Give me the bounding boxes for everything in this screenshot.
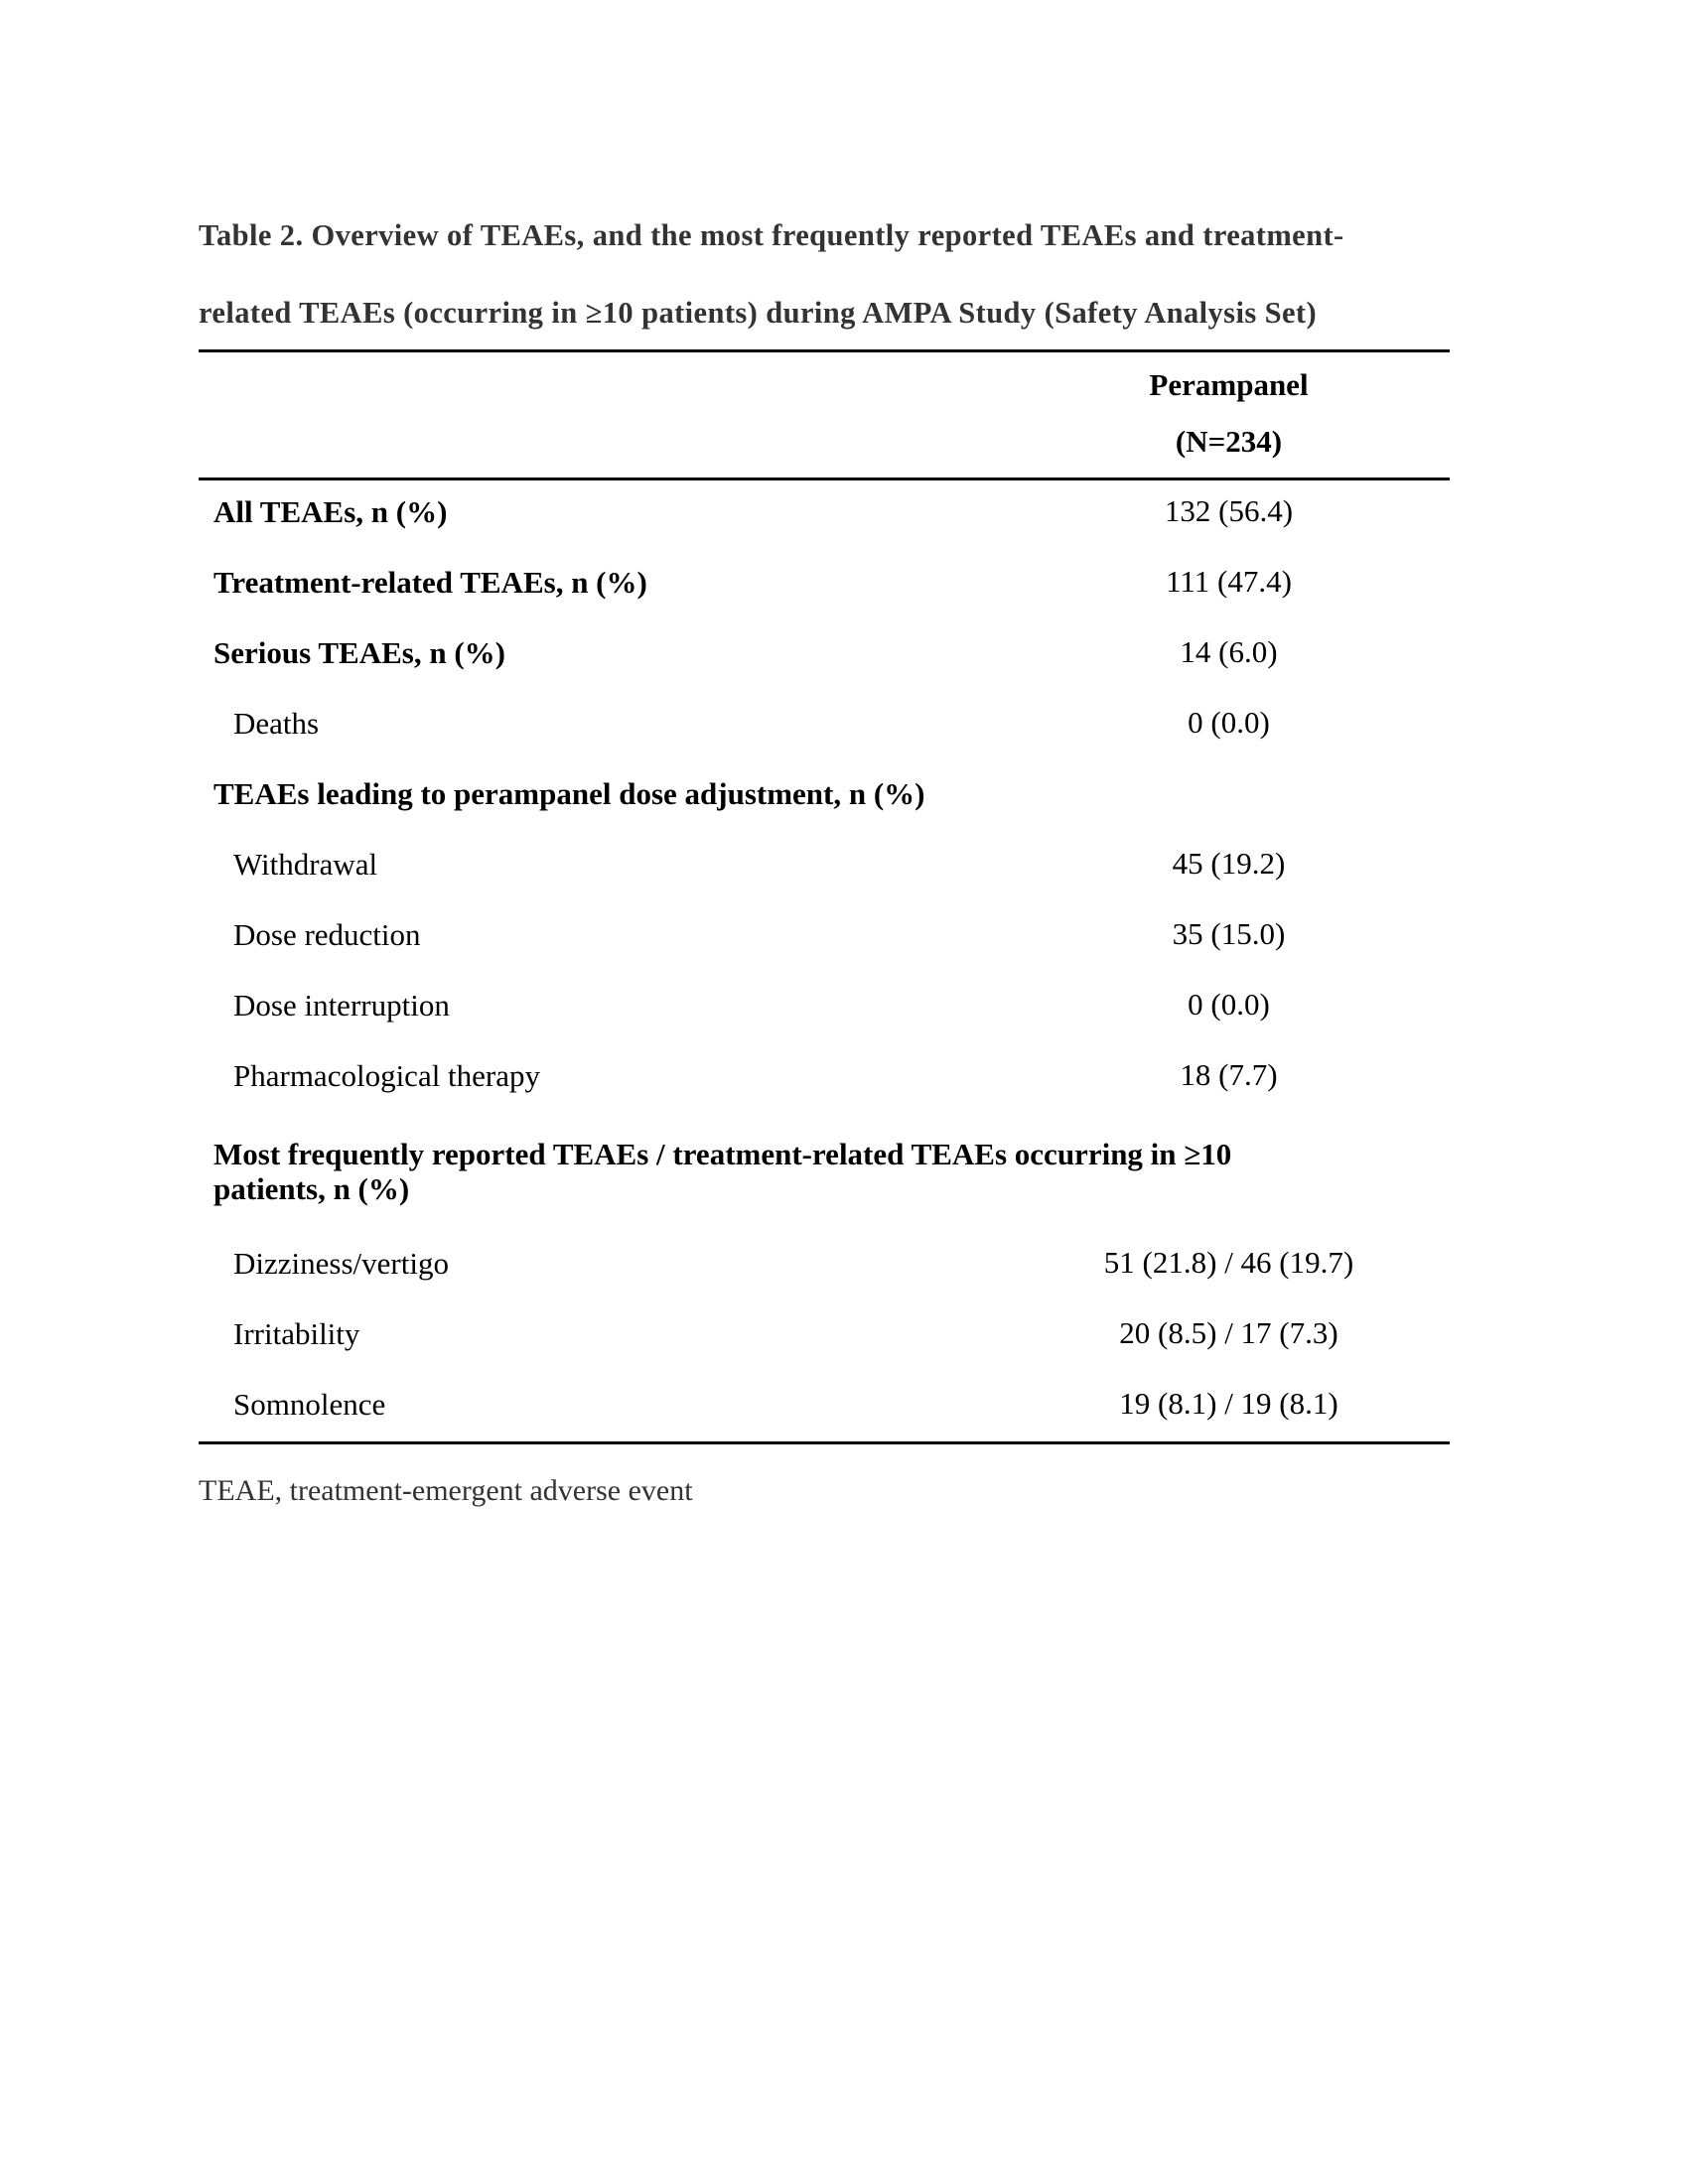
column-header-n: (N=234) [1175, 424, 1283, 459]
row-value: 0 (0.0) [1188, 705, 1270, 740]
table-footnote: TEAE, treatment-emergent adverse event [199, 1474, 693, 1507]
row-value: 35 (15.0) [1172, 916, 1286, 951]
row-value: 20 (8.5) / 17 (7.3) [1119, 1315, 1338, 1350]
row-label: All TEAEs, n (%) [213, 494, 448, 529]
row-label: Withdrawal [233, 847, 378, 882]
table-bottom-rule [199, 1441, 1450, 1444]
row-value: 19 (8.1) / 19 (8.1) [1119, 1386, 1338, 1421]
row-value: 51 (21.8) / 46 (19.7) [1103, 1245, 1354, 1280]
table-caption-line-1: Table 2. Overview of TEAEs, and the most frequently reported TEAEs and treatment- [199, 218, 1344, 252]
row-label: Dose reduction [233, 917, 421, 952]
row-label: Dose interruption [233, 988, 450, 1023]
row-label: Treatment-related TEAEs, n (%) [213, 565, 647, 600]
row-value: 18 (7.7) [1180, 1057, 1278, 1092]
row-value: 45 (19.2) [1172, 846, 1286, 881]
table-header-rule [199, 478, 1450, 480]
table-caption [199, 197, 1470, 351]
table-caption-line-2: related TEAEs (occurring in ≥10 patients) during AMPA Study (Safety Analysis Set) [199, 296, 1318, 330]
row-label: Serious TEAEs, n (%) [213, 635, 505, 670]
row-value: 0 (0.0) [1188, 987, 1270, 1022]
row-label: Pharmacological therapy [233, 1058, 541, 1093]
row-label: Somnolence [233, 1387, 386, 1422]
row-label-continued: patients, n (%) [213, 1171, 410, 1206]
row-label: Dizziness/vertigo [233, 1246, 449, 1281]
row-value: 14 (6.0) [1180, 634, 1278, 669]
row-value: 132 (56.4) [1164, 493, 1294, 528]
row-label: Deaths [233, 706, 320, 741]
column-header-name: Perampanel [1149, 367, 1309, 402]
row-label: Most frequently reported TEAEs / treatment-related TEAEs occurring in ≥10 [213, 1137, 1232, 1171]
table-top-rule [199, 349, 1450, 352]
row-label: Irritability [233, 1316, 360, 1351]
row-value: 111 (47.4) [1166, 564, 1292, 599]
row-label: TEAEs leading to perampanel dose adjustment, n (%) [213, 776, 925, 811]
